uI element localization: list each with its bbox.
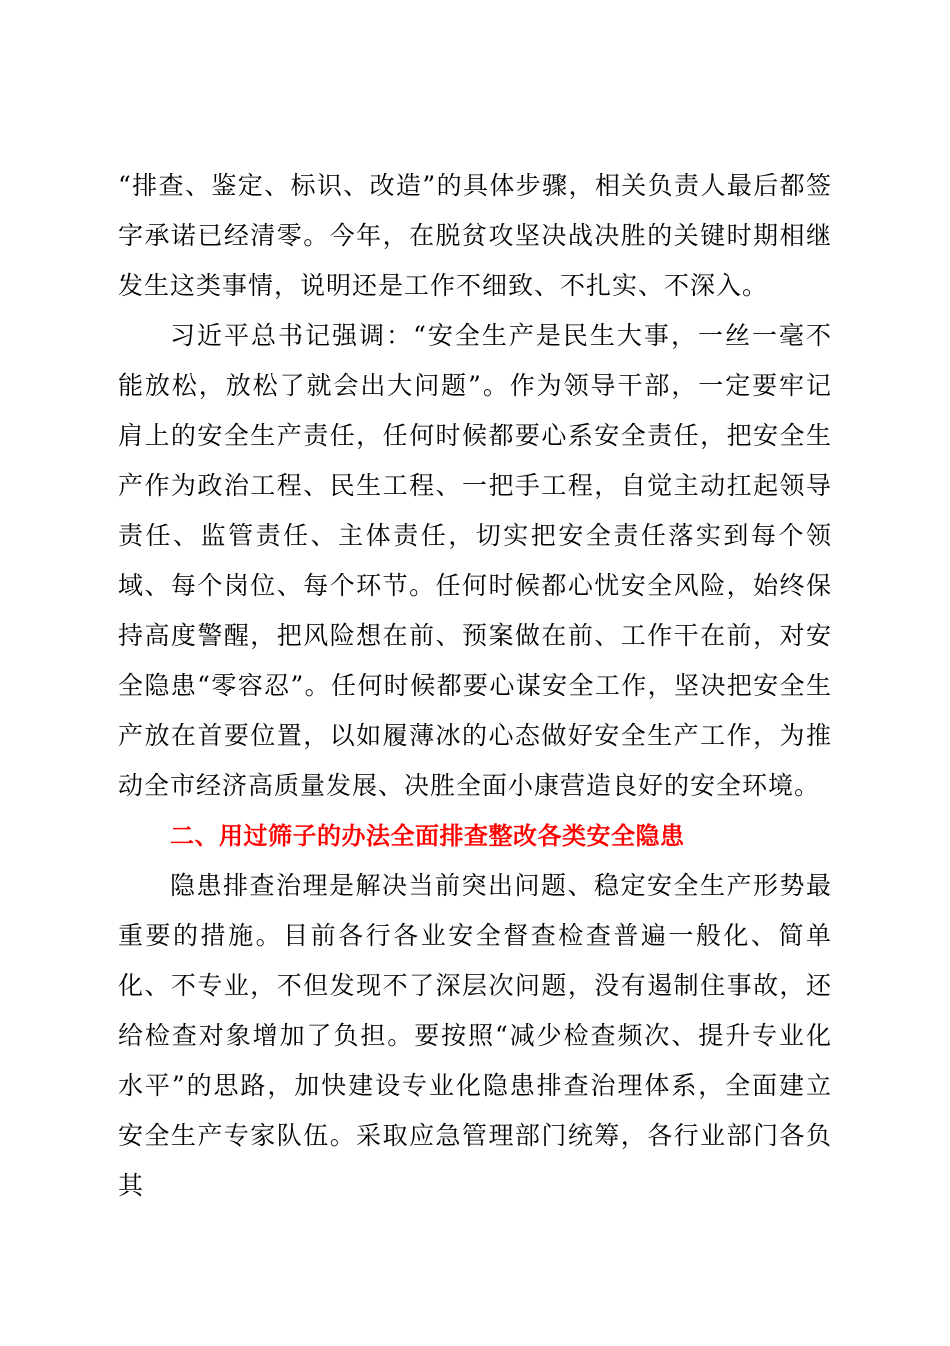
section-heading-two: 二、用过筛子的办法全面排查整改各类安全隐患 — [170, 822, 685, 850]
document-body — [118, 161, 832, 1211]
paragraph-safety-responsibility: 习近平总书记强调：“安全生产是民生大事，一丝一毫不能放松，放松了就会出大问题”。作为领导干部，一定要牢记肩上的安全生产责任，任何时候都要心系安全责任，把安全生产作为政治工程、民生工程、一把手工程，自觉主动扛起领导责任、监管责任、主体责任，切实把安全责任落实到每个领域、每个岗位、每个环节。任何时候都心忧安全风险，始终保持高度警醒，把风险想在前、预案做在前、工作干在前，对安全隐患“零容忍”。任何时候都要心谋安全工作，坚决把安全生产放在首要位置，以如履薄冰的心态做好安全生产工作，为推动全市经济高质量发展、决胜全面小康营造良好的安全环境。 — [118, 321, 832, 800]
paragraph-continuation: “排查、鉴定、标识、改造”的具体步骤，相关负责人最后都签字承诺已经清零。今年，在脱贫攻坚决战决胜的关键时期相继发生这类事情，说明还是工作不细致、不扎实、不深入。 — [118, 171, 832, 300]
paragraph-hazard-inspection: 隐患排查治理是解决当前突出问题、稳定安全生产形势最重要的措施。目前各行各业安全督查检查普遍一般化、简单化、不专业，不但发现不了深层次问题，没有遏制住事故，还给检查对象增加了负担。要按照“减少检查频次、提升专业化水平”的思路，加快建设专业化隐患排查治理体系，全面建立安全生产专家队伍。采取应急管理部门统筹，各行业部门各负其 — [118, 871, 832, 1200]
